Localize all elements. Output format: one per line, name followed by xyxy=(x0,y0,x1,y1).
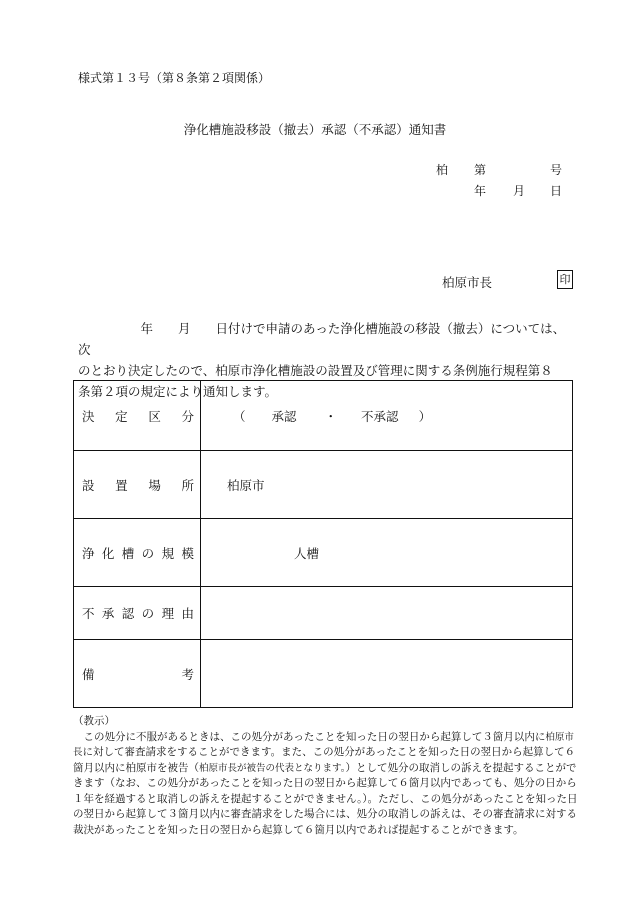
scale-value-unit: 人槽 xyxy=(294,545,320,561)
date-year-label: 年 xyxy=(474,184,487,198)
label-char: の xyxy=(141,545,155,561)
table-row-location xyxy=(74,451,573,519)
notice-body-line: 条第２項の規定により通知します。 xyxy=(78,384,278,399)
location-label-cell xyxy=(74,451,201,519)
notes-text-small: 柏原市長 xyxy=(73,731,574,758)
label-char: 浄 xyxy=(82,545,95,561)
label-char: 承 xyxy=(101,606,115,621)
seal-mark: 印 xyxy=(557,270,573,289)
label-char: 置 xyxy=(115,477,128,493)
label-char: の xyxy=(141,606,155,621)
location-value: 柏原市 xyxy=(227,477,265,493)
label-char: 所 xyxy=(181,477,194,493)
location-value-cell[interactable] xyxy=(201,451,573,519)
label-char: 模 xyxy=(181,545,194,561)
notes-text: に対して審査請求をすることができます。また、この処分があったことを知った日の翌日から起算して６箇月以内に柏原市を被告（ xyxy=(73,746,576,774)
label-char: 槽 xyxy=(121,545,135,561)
label-char: 決 xyxy=(82,408,95,424)
decision-options-cell xyxy=(201,381,573,451)
table-row-scale xyxy=(74,519,573,587)
notes-text: ）として処分の取消しの訴えを提起することができます（なお、この処分があったことを知った日の翌日から起算して６箇月以内であっても、処分の日から１年を経過すると取消しの訴えを提起することができません。）。ただし、この処分があったことを知った日の翌日から起算して３箇月以内に審査請求をした場合には、処分の取消しの訴えは、その審査請求に対する裁決があったことを知った日の翌日から起算して６箇月以内であれば提起することができます。 xyxy=(73,761,578,836)
document-number-prefix: 柏 xyxy=(436,163,449,177)
document-number-label: 第 xyxy=(474,163,487,177)
scale-label-cell xyxy=(74,519,201,587)
label-char: 定 xyxy=(115,408,128,424)
label-char: 分 xyxy=(181,408,194,424)
label-char: 理 xyxy=(161,606,175,621)
date-month-label: 月 xyxy=(513,184,526,198)
form-number: 様式第１３号（第８条第２項関係） xyxy=(78,71,271,85)
decision-table xyxy=(73,380,573,708)
label-char: 場 xyxy=(148,477,161,493)
option-approve[interactable]: 承認 xyxy=(271,408,297,424)
notes-title: （教示） xyxy=(73,715,115,727)
table-row-remarks xyxy=(74,640,573,708)
label-char: 化 xyxy=(101,545,115,561)
table-row-decision xyxy=(74,381,573,451)
document-title: 浄化槽施設移設（撤去）承認（不承認）通知書 xyxy=(183,122,447,137)
label-char: 備 xyxy=(82,666,95,682)
table-row-rejection-reason xyxy=(74,587,573,640)
decision-label-cell xyxy=(74,381,201,451)
label-char: 不 xyxy=(82,606,95,621)
option-reject[interactable]: 不承認 xyxy=(361,408,399,424)
notice-body-line: 年 月 日付けで申請のあった浄化槽施設の移設（撤去）については、次 xyxy=(78,321,566,357)
rejection-reason-label-cell xyxy=(74,587,201,640)
label-char: 由 xyxy=(181,606,194,621)
label-char: 設 xyxy=(82,477,95,493)
label-char: 認 xyxy=(121,606,135,621)
option-separator: ・ xyxy=(324,408,338,424)
label-char: 考 xyxy=(181,666,194,682)
remarks-label-cell xyxy=(74,640,201,708)
instruction-notes xyxy=(73,714,579,838)
scale-value-cell[interactable] xyxy=(201,519,573,587)
notice-body-line: のとおり決定したので、柏原市浄化槽施設の設置及び管理に関する条例施行規程第８ xyxy=(78,363,553,378)
option-open-paren: （ xyxy=(233,408,246,424)
notes-text: この処分に不服があるときは、この処分があったことを知った日の翌日から起算して３箇月以内に xyxy=(73,730,546,743)
label-char: 区 xyxy=(148,408,161,424)
rejection-reason-value-cell[interactable] xyxy=(201,587,573,640)
issuer-name: 柏原市長 xyxy=(442,275,493,290)
remarks-value-cell[interactable] xyxy=(201,640,573,708)
option-close-paren: ） xyxy=(418,408,432,424)
label-char: 規 xyxy=(161,545,175,561)
date-day-label: 日 xyxy=(550,184,563,198)
document-number-suffix: 号 xyxy=(550,163,563,177)
notes-text-small: 柏原市長が被告の代表となります。 xyxy=(199,762,346,774)
